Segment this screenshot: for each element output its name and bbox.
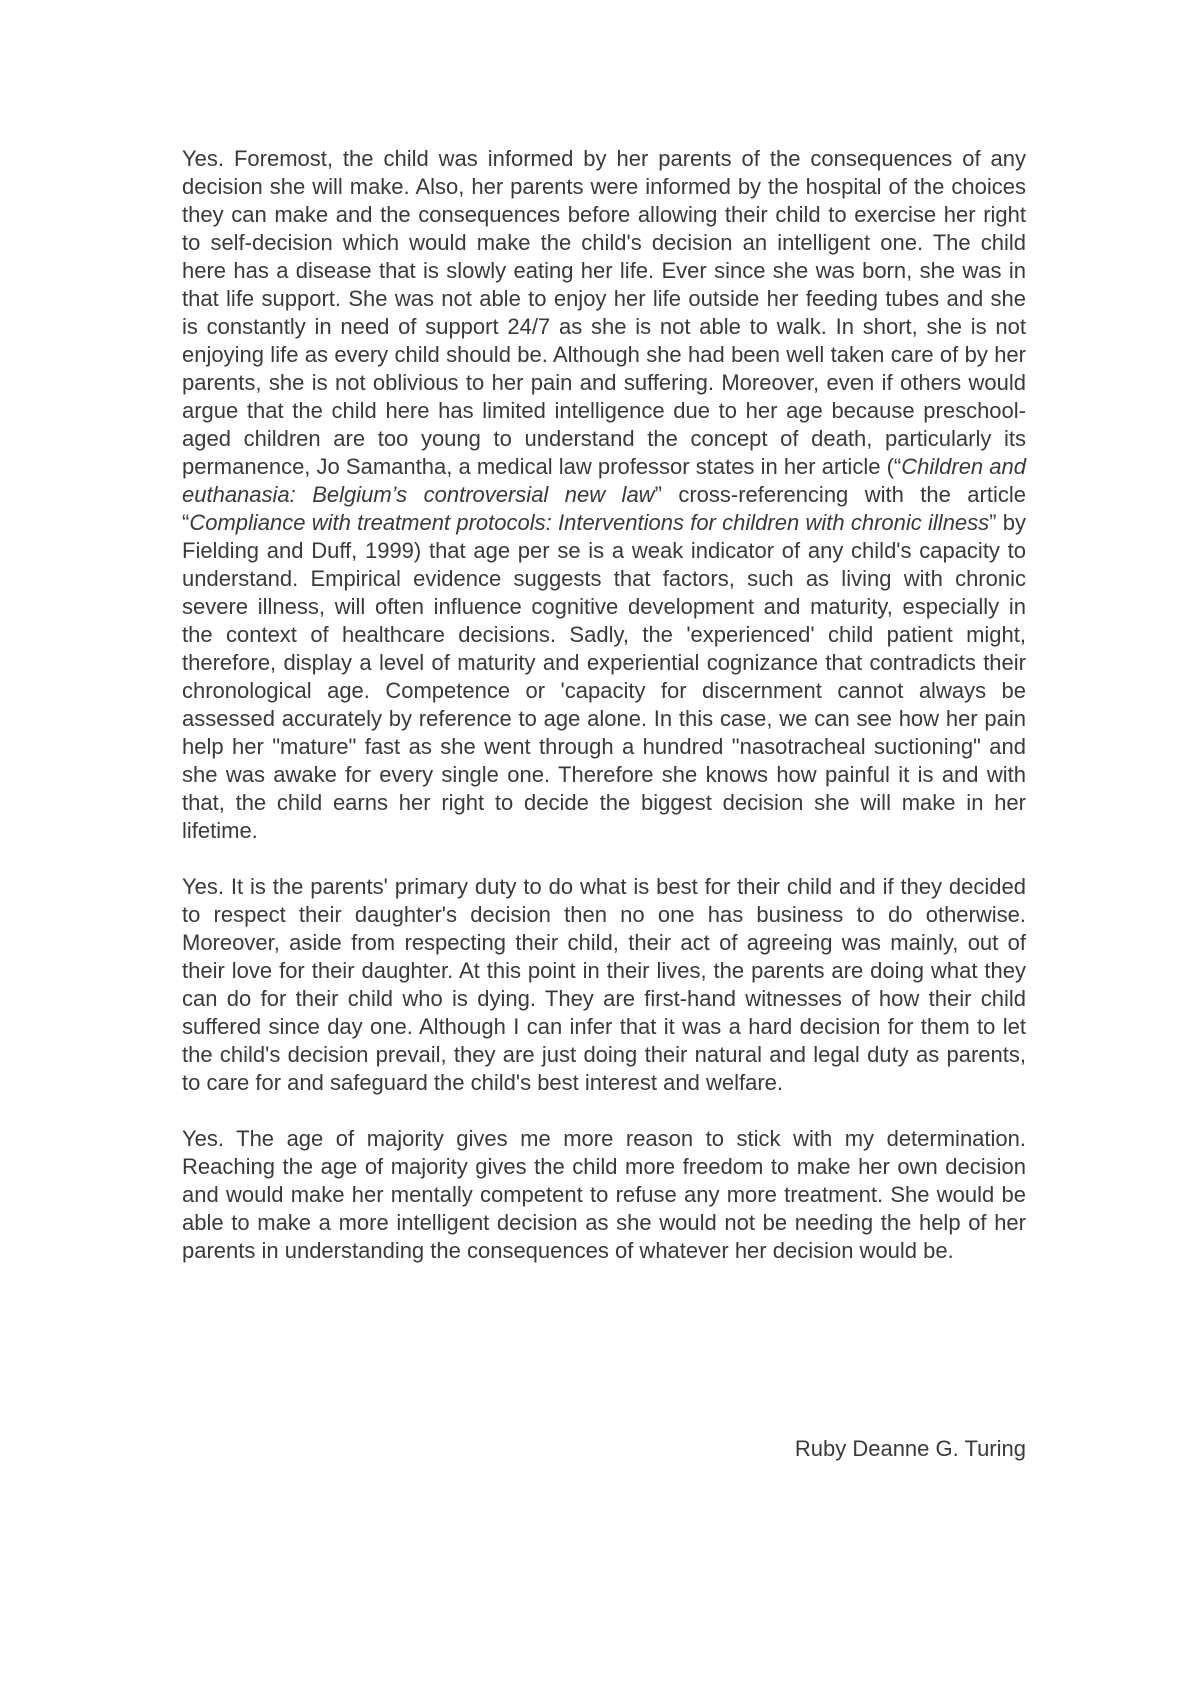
- paragraph-1-text-b: ” cross-referencing with the article “: [182, 482, 1026, 535]
- document-body: [182, 145, 1026, 1293]
- paragraph-2: Yes. It is the parents' primary duty to do what is best for their child and if they decided to respect their daughter's decision then no one has business to do otherwise. Moreover, aside from respecting their child, their act of agreeing was mainly, out of their love for their daughter. At this point in their lives, the parents are doing what they can do for their child who is dying. They are first-hand witnesses of how their child suffered since day one. Although I can infer that it was a hard decision for them to let the child's decision prevail, they are just doing their natural and legal duty as parents, to care for and safeguard the child's best interest and welfare.: [182, 874, 1026, 1095]
- paragraph-1-text-a: Yes. Foremost, the child was informed by her parents of the consequences of any decision she will make. Also, her parents were informed by the hospital of the choices they can make and the consequences before allowing their child to exercise her right to self-decision which would make the child's decision an intelligent one. The child here has a disease that is slowly eating her life. Ever since she was born, she was in that life support. She was not able to enjoy her life outside her feeding tubes and she is constantly in need of support 24/7 as she is not able to walk. In short, she is not enjoying life as every child should be. Although she had been well taken care of by her parents, she is not oblivious to her pain and suffering. Moreover, even if others would argue that the child here has limited intelligence due to her age because preschool-aged children are too young to understand the concept of death, particularly its permanence, Jo Samantha, a medical law professor states in her article (“: [182, 146, 1026, 479]
- paragraph-1: [182, 145, 1026, 845]
- cited-article-title: Compliance with treatment protocols: Interventions for children with chronic illness: [189, 510, 990, 535]
- paragraph-1-text-c: ” by Fielding and Duff, 1999) that age per se is a weak indicator of any child's capacity to understand. Empirical evidence suggests that factors, such as living with chronic severe illness, will often influence cognitive development and maturity, especially in the context of healthcare decisions. Sadly, the 'experienced' child patient might, therefore, display a level of maturity and experiential cognizance that contradicts their chronological age. Competence or 'capacity for discernment cannot always be assessed accurately by reference to age alone. In this case, we can see how her pain help her "mature" fast as she went through a hundred "nasotracheal suctioning" and she was awake for every single one. Therefore she knows how painful it is and with that, the child earns her right to decide the biggest decision she will make in her lifetime.: [182, 510, 1026, 843]
- author-signature: Ruby Deanne G. Turing: [794, 1436, 1026, 1461]
- article-title: Children and euthanasia: Belgium’s controversial new law: [182, 454, 1027, 507]
- paragraph-3: Yes. The age of majority gives me more reason to stick with my determination. Reaching the age of majority gives the child more freedom to make her own decision and would make her mentally competent to refuse any more treatment. She would be able to make a more intelligent decision as she would not be needing the help of her parents in understanding the consequences of whatever her decision would be.: [182, 1126, 1026, 1263]
